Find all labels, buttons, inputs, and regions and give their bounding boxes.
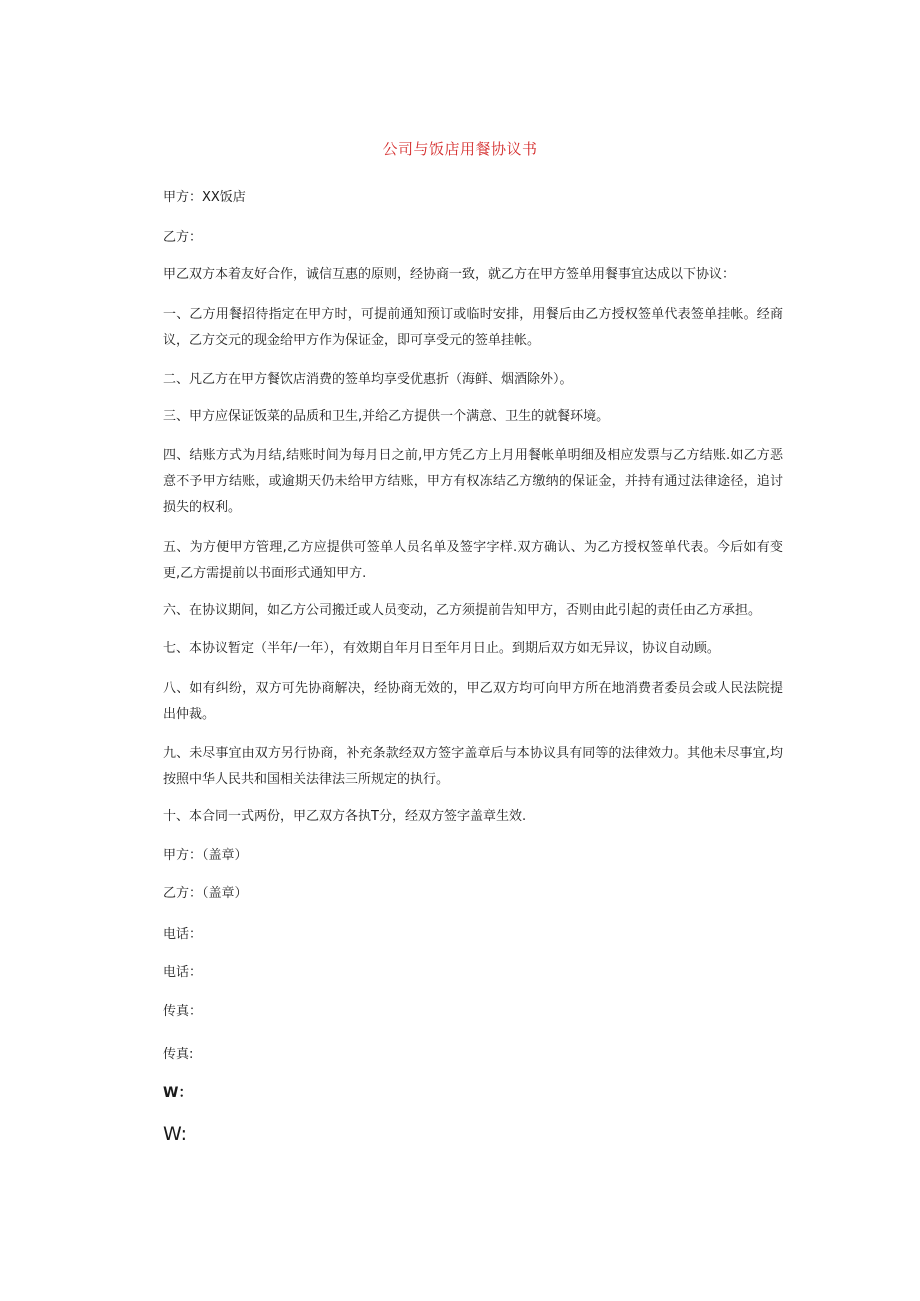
fax-label-1: 传真：: [163, 1004, 203, 1019]
w-label-2: W:: [163, 1123, 188, 1145]
document-title: 公司与饭店用餐协议书: [382, 140, 538, 158]
party-b-line: 乙方：: [163, 230, 203, 245]
clause-5: 五、为方便甲方管理,乙方应提供可签单人员名单及签字字样.双方确认、为乙方授权签单代表。今后如有变更,乙方需提前以书面形式通知甲方.: [163, 540, 783, 581]
party-a-line: 甲方：XX饭店: [163, 190, 246, 205]
clause-2: 二、凡乙方在甲方餐饮店消费的签单均享受优惠折（海鲜、烟酒除外）。: [163, 372, 573, 387]
clause-6: 六、在协议期间，如乙方公司搬迁或人员变动，乙方须提前告知甲方，否则由此引起的责任由乙方承担。: [163, 603, 762, 618]
clause-1: 一、乙方用餐招待指定在甲方时，可提前通知预订或临时安排，用餐后由乙方授权签单代表签单挂帐。经商议，乙方交元的现金给甲方作为保证金，即可享受元的签单挂帐。: [163, 307, 783, 348]
clause-9: 九、未尽事宜由双方另行协商，补充条款经双方签字盖章后与本协议具有同等的法律效力。其他未尽事宜,均按照中华人民共和国相关法律法三所规定的执行。: [163, 746, 783, 787]
phone-label-2: 电话：: [163, 965, 203, 980]
intro-paragraph: 甲乙双方本着友好合作，诚信互惠的原则，经协商一致，就乙方在甲方签单用餐事宜达成以下协议：: [163, 267, 736, 282]
clause-3: 三、甲方应保证饭菜的品质和卫生,并给乙方提供一个满意、卫生的就餐环境。: [163, 409, 610, 424]
clause-4: 四、结账方式为月结,结账时间为每月日之前,甲方凭乙方上月用餐帐单明细及相应发票与乙方结账.如乙方恶意不予甲方结账，或逾期天仍未给甲方结账，甲方有权冻结乙方缴纳的保证金，并持有通过法律途径，追讨损失的权利。: [163, 448, 783, 515]
clause-7: 七、本协议暂定（半年/一年），有效期自年月日至年月日止。到期后双方如无异议，协议自动顾。: [163, 641, 720, 656]
phone-label-1: 电话：: [163, 927, 203, 942]
fax-label-2: 传真:: [163, 1047, 194, 1062]
clause-10: 十、本合同一式两份，甲乙双方各执T分，经双方签字盖章生效.: [163, 809, 527, 824]
clause-8: 八、如有纠纷，双方可先协商解决，经协商无效的，甲乙双方均可向甲方所在地消费者委员会或人民法院提出仲裁。: [163, 681, 783, 722]
sign-party-b: 乙方：（盖章）: [163, 886, 248, 901]
sign-party-a: 甲方：（盖章）: [163, 848, 248, 863]
w-label-1: W：: [163, 1085, 193, 1101]
